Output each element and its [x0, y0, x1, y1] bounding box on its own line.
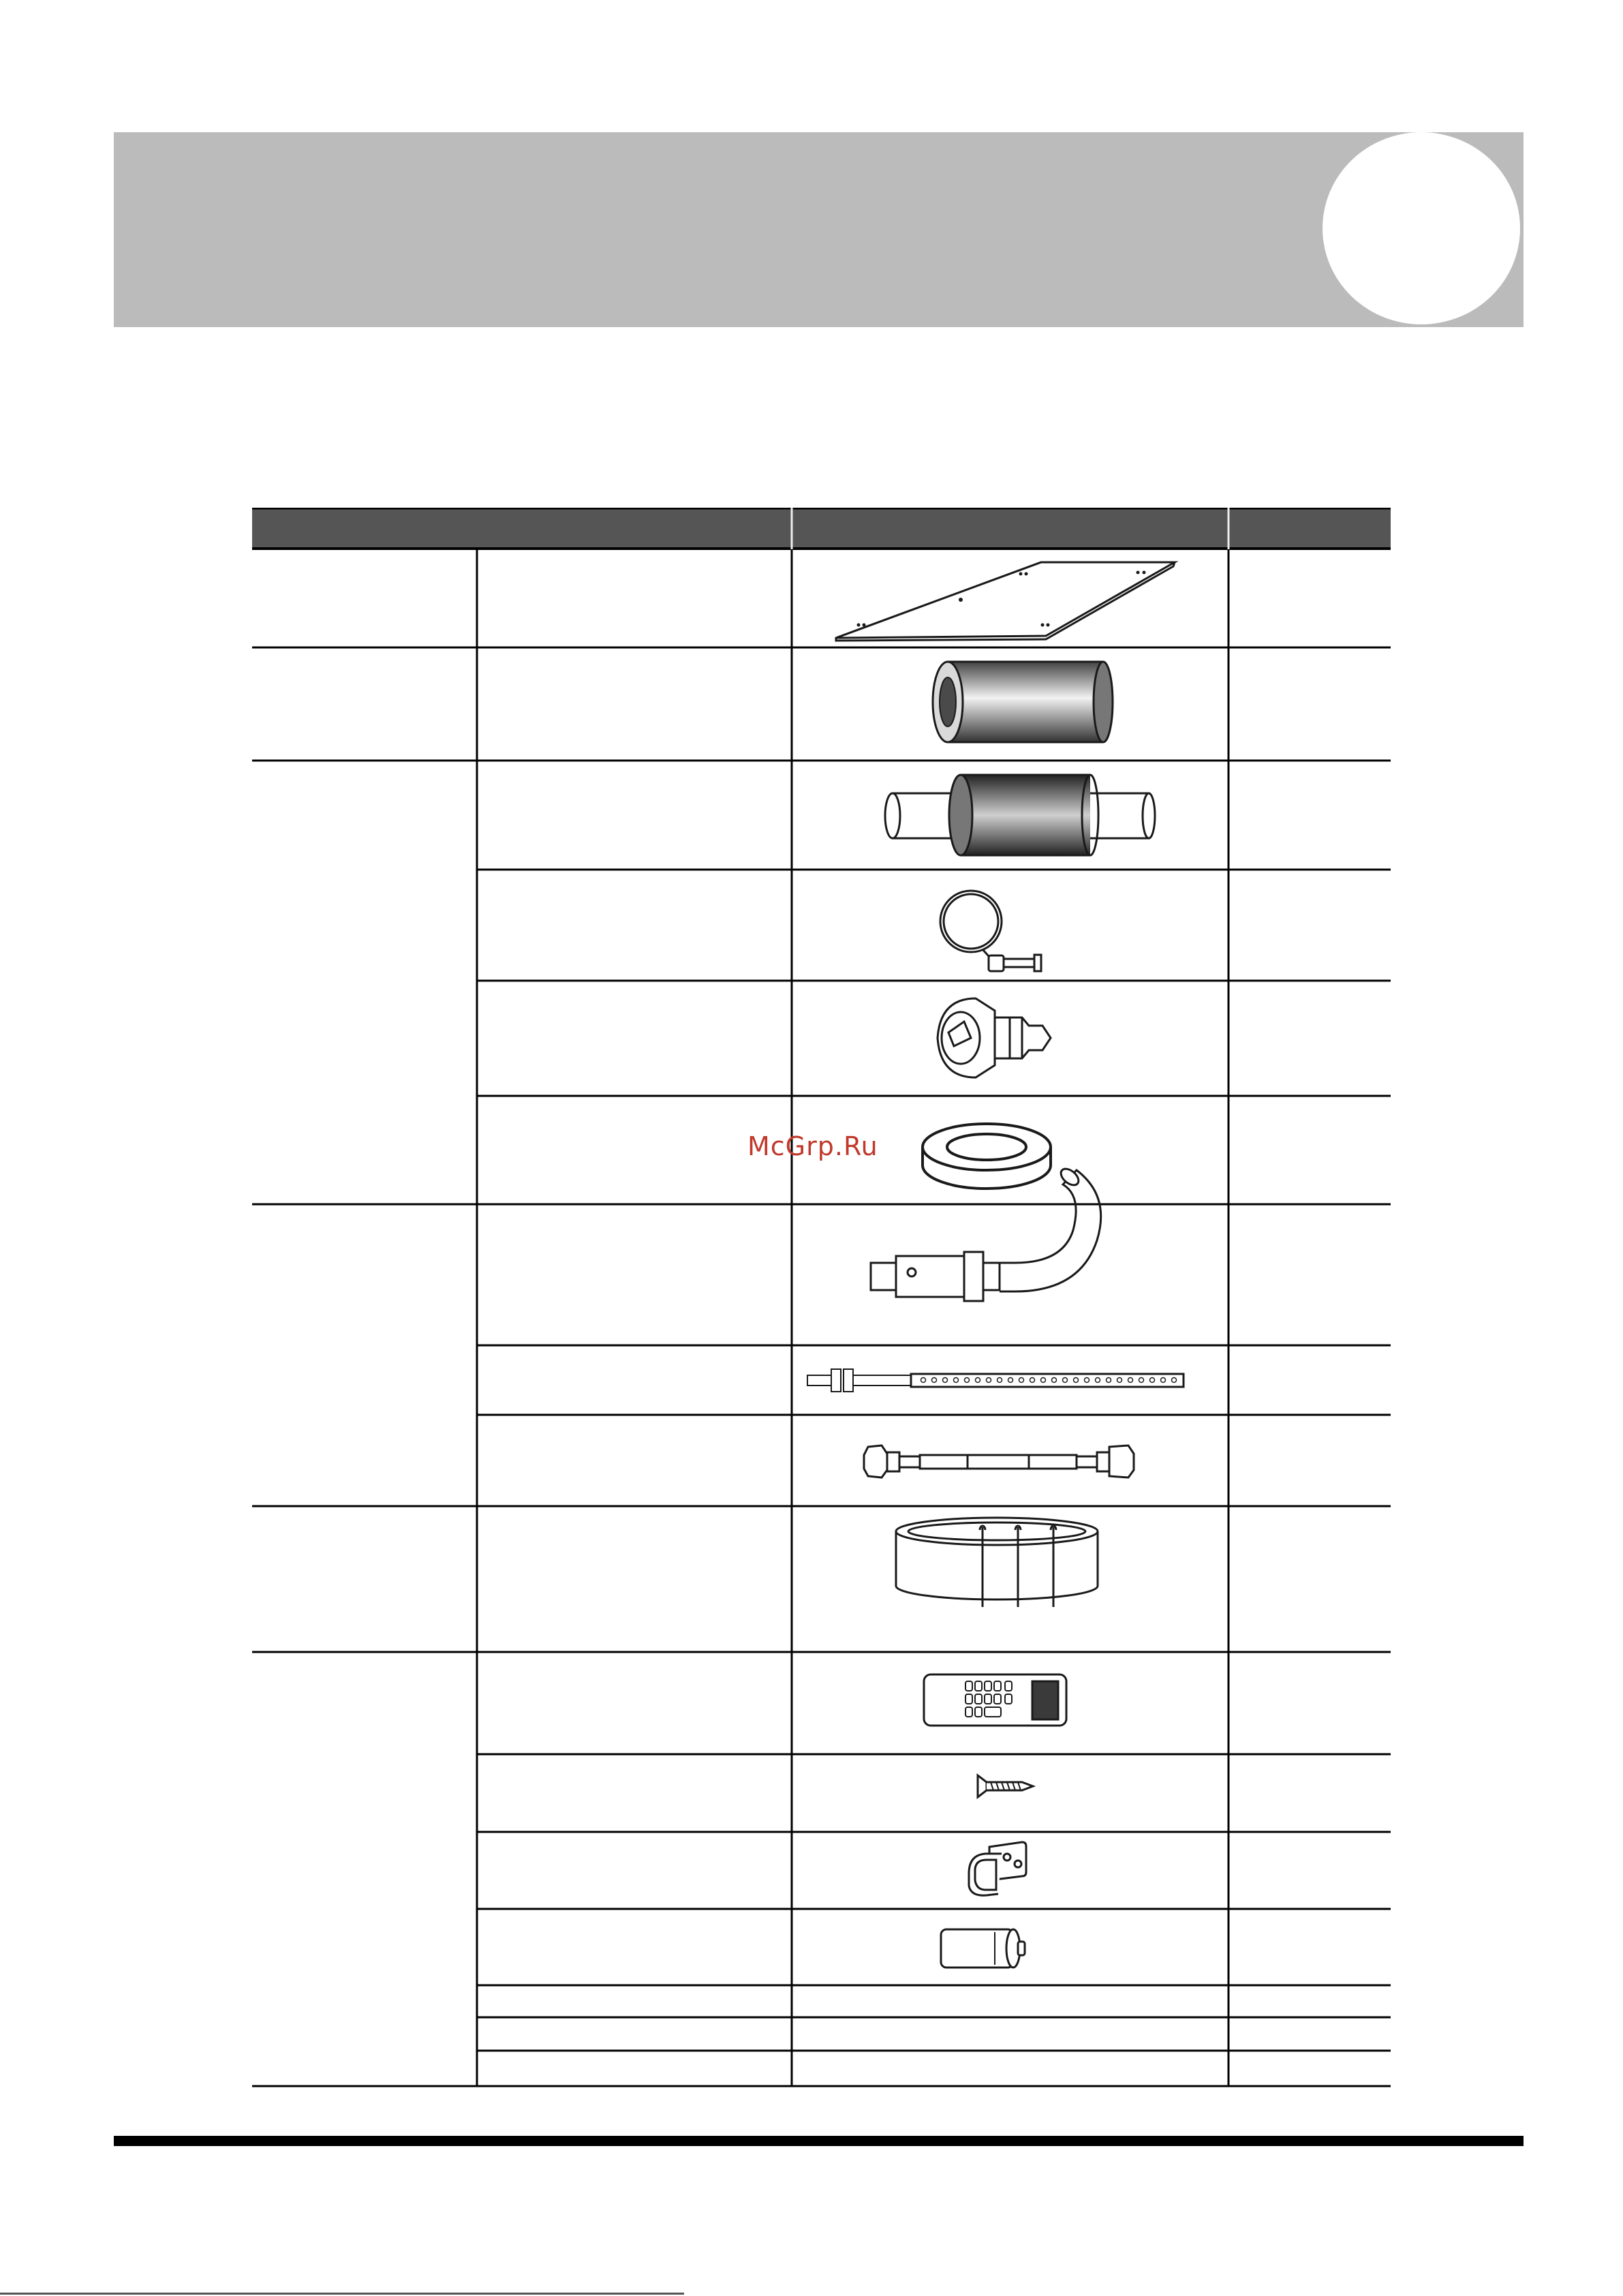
perforated-strap-icon: [807, 1369, 1184, 1392]
insulated-pipe-icon: [885, 775, 1155, 855]
remote-holder-icon: [969, 1842, 1026, 1895]
drain-connector-icon: [938, 998, 1051, 1077]
connecting-pipe-icon: [864, 1445, 1134, 1478]
footer-rule: [114, 2136, 1524, 2146]
header-page-circle: [1323, 132, 1520, 324]
header-band: [114, 132, 1524, 327]
mounting-plate-icon: [836, 562, 1175, 641]
table-column-lines: [477, 549, 1228, 2086]
tape-roll-icon: [896, 1518, 1098, 1607]
hose-clamp-icon: [940, 891, 1041, 971]
page-edge-line: [0, 2293, 684, 2295]
accessories-table: [252, 508, 1391, 2087]
screw-icon: [978, 1775, 1033, 1797]
remote-controller-icon: [924, 1674, 1066, 1726]
rubber-seal-ring-icon: [923, 1124, 1051, 1189]
insulation-sleeve-icon: [933, 662, 1113, 742]
battery-icon: [941, 1929, 1025, 1968]
table-group-lines: [252, 647, 1391, 2086]
watermark-text: McGrp.Ru: [747, 1131, 878, 1161]
table-header: [252, 508, 1391, 549]
